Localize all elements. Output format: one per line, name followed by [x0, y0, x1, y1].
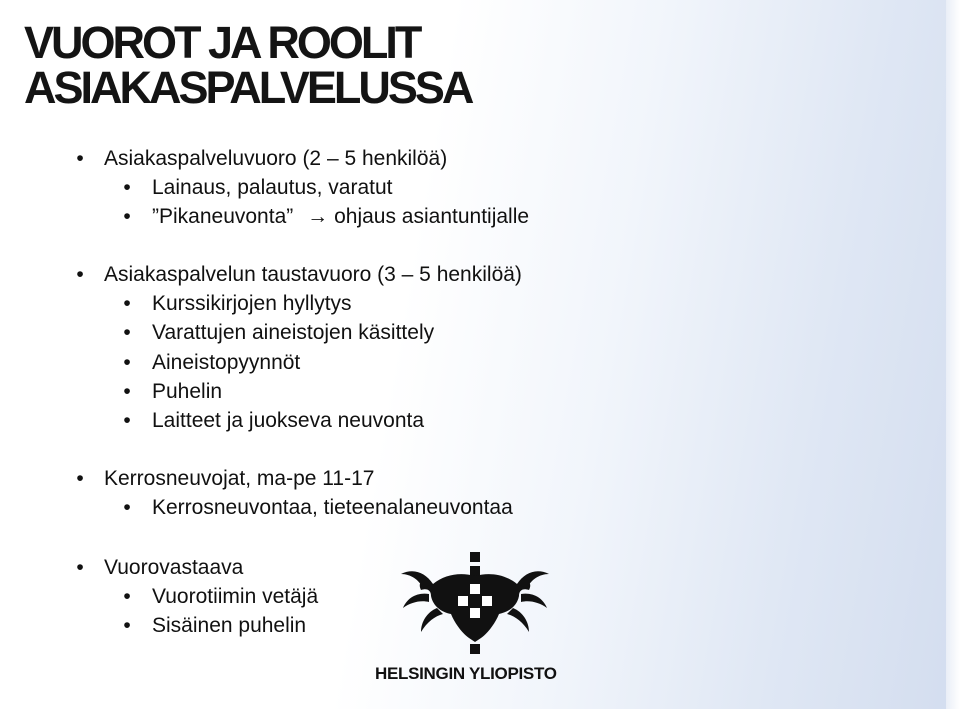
list-item-text: Asiakaspalveluvuoro (2 – 5 henkilöä): [104, 147, 448, 170]
list-item-text: Vuorotiimin vetäjä: [152, 585, 319, 608]
list-item-text: Lainaus, palautus, varatut: [152, 176, 393, 199]
bullet-icon: •: [76, 147, 84, 170]
bullet-icon: •: [76, 556, 84, 579]
list-item-heading: [76, 147, 448, 171]
bullet-icon: •: [123, 585, 131, 608]
university-logo: [375, 552, 575, 692]
list-item-heading: [76, 556, 244, 580]
list-item: [123, 176, 393, 200]
bullet-icon: •: [76, 467, 84, 490]
list-item: [123, 409, 425, 433]
list-item: [123, 321, 435, 345]
list-item-text: Kurssikirjojen hyllytys: [152, 292, 352, 315]
bullet-icon: •: [123, 176, 131, 199]
list-item-text: Vuorovastaava: [104, 556, 244, 579]
slide-edge: [946, 0, 960, 709]
bullet-icon: •: [123, 205, 131, 228]
list-item-text: Varattujen aineistojen käsittely: [152, 321, 435, 344]
list-item-text: Kerrosneuvontaa, tieteenalaneuvontaa: [152, 496, 513, 519]
list-item-text: Laitteet ja juokseva neuvonta: [152, 409, 425, 432]
list-item-heading: [76, 263, 522, 287]
list-item-text-suffix: ohjaus asiantuntijalle: [334, 205, 530, 228]
list-item-text-prefix: ”Pikaneuvonta”: [152, 205, 294, 228]
list-item: [123, 380, 223, 404]
bullet-icon: •: [123, 380, 131, 403]
list-item-text: Kerrosneuvojat, ma-pe 11-17: [104, 467, 375, 490]
list-item: [123, 585, 319, 609]
bullet-icon: •: [123, 292, 131, 315]
list-item-text: Asiakaspalvelun taustavuoro (3 – 5 henkilöä): [104, 263, 522, 286]
list-item: [123, 292, 352, 316]
bullet-icon: •: [123, 409, 131, 432]
bullet-icon: •: [123, 321, 131, 344]
slide-title: [24, 17, 472, 113]
list-item-text: Aineistopyynnöt: [152, 351, 301, 374]
list-item-text: Puhelin: [152, 380, 223, 403]
list-item-text: Sisäinen puhelin: [152, 614, 307, 637]
university-flame-cross-icon: [375, 552, 575, 662]
bullet-icon: •: [123, 496, 131, 519]
arrow-icon: →: [307, 205, 329, 228]
list-item: [123, 205, 530, 229]
bullet-icon: •: [76, 263, 84, 286]
logo-text: HELSINGIN YLIOPISTO: [375, 664, 557, 683]
list-item: [123, 351, 301, 375]
list-item: [123, 614, 307, 638]
list-item-heading: [76, 467, 375, 491]
bullet-icon: •: [123, 351, 131, 374]
title-line-1: VUOROT JA ROOLIT: [24, 17, 420, 68]
list-item: [123, 496, 513, 520]
title-line-2: ASIAKASPALVELUSSA: [24, 62, 472, 113]
bullet-icon: •: [123, 614, 131, 637]
